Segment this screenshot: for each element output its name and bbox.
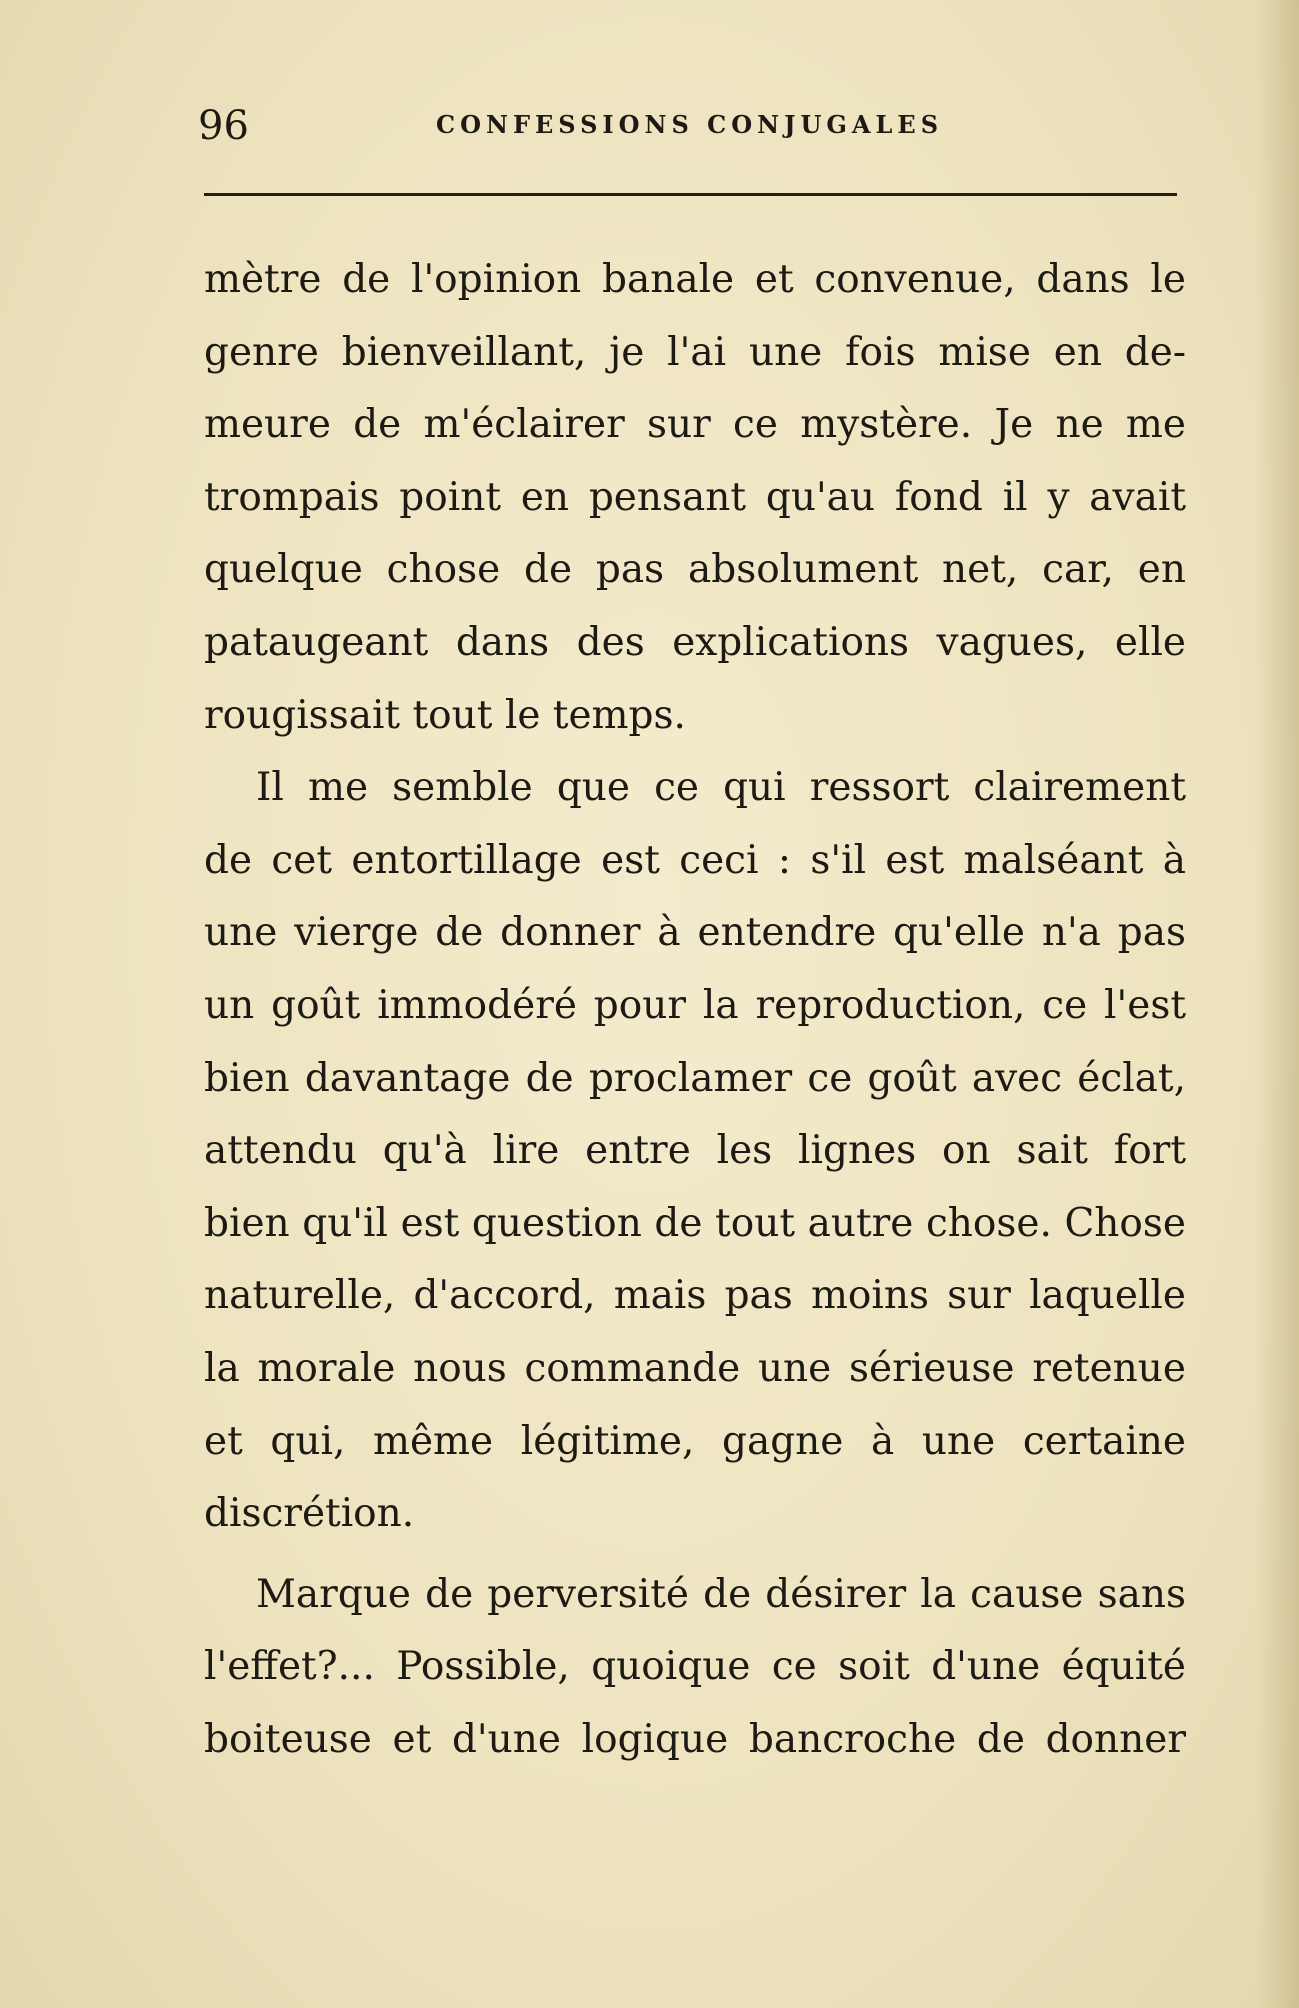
text-line: genre bienveillant, je l'ai une fois mise en de- (204, 329, 1186, 375)
text-line: pataugeant dans des explications vagues, elle (204, 619, 1186, 665)
page-edge-shadow (1255, 0, 1299, 2008)
text-line: la morale nous commande une sérieuse retenue (204, 1345, 1186, 1391)
text-line: l'effet?... Possible, quoique ce soit d'une équité (204, 1644, 1186, 1690)
text-line: rougissait tout le temps. (204, 692, 686, 738)
page-header (198, 98, 1178, 158)
text-line: mètre de l'opinion banale et convenue, dans le (204, 257, 1186, 302)
text-line: trompais point en pensant qu'au fond il y avait (204, 474, 1186, 520)
text-line: Marque de perversité de désirer la cause sans (256, 1571, 1186, 1617)
text-line: attendu qu'à lire entre les lignes on sait fort (204, 1128, 1186, 1174)
text-line: un goût immodéré pour la reproduction, ce l'est (204, 982, 1186, 1028)
text-line: et qui, même légitime, gagne à une certaine (204, 1418, 1186, 1464)
text-line: de cet entortillage est ceci : s'il est malséant à (204, 837, 1186, 883)
text-line: bien davantage de proclamer ce goût avec éclat, (204, 1055, 1186, 1101)
page-number: 96 (198, 103, 249, 149)
text-line: Il me semble que ce qui ressort clairement (256, 765, 1186, 811)
text-line: meure de m'éclairer sur ce mystère. Je ne me (204, 402, 1186, 448)
text-line: discrétion. (204, 1491, 415, 1537)
text-line: naturelle, d'accord, mais pas moins sur laquelle (204, 1273, 1186, 1319)
text-line: bien qu'il est question de tout autre chose. Chose (204, 1200, 1186, 1246)
body-text (204, 244, 1186, 1776)
running-title: CONFESSIONS CONJUGALES (436, 110, 944, 139)
text-line: boiteuse et d'une logique bancroche de donner (204, 1716, 1186, 1762)
text-line: quelque chose de pas absolument net, car, en (204, 547, 1186, 593)
header-rule (204, 193, 1177, 196)
text-line: une vierge de donner à entendre qu'elle n'a pas (204, 910, 1186, 956)
